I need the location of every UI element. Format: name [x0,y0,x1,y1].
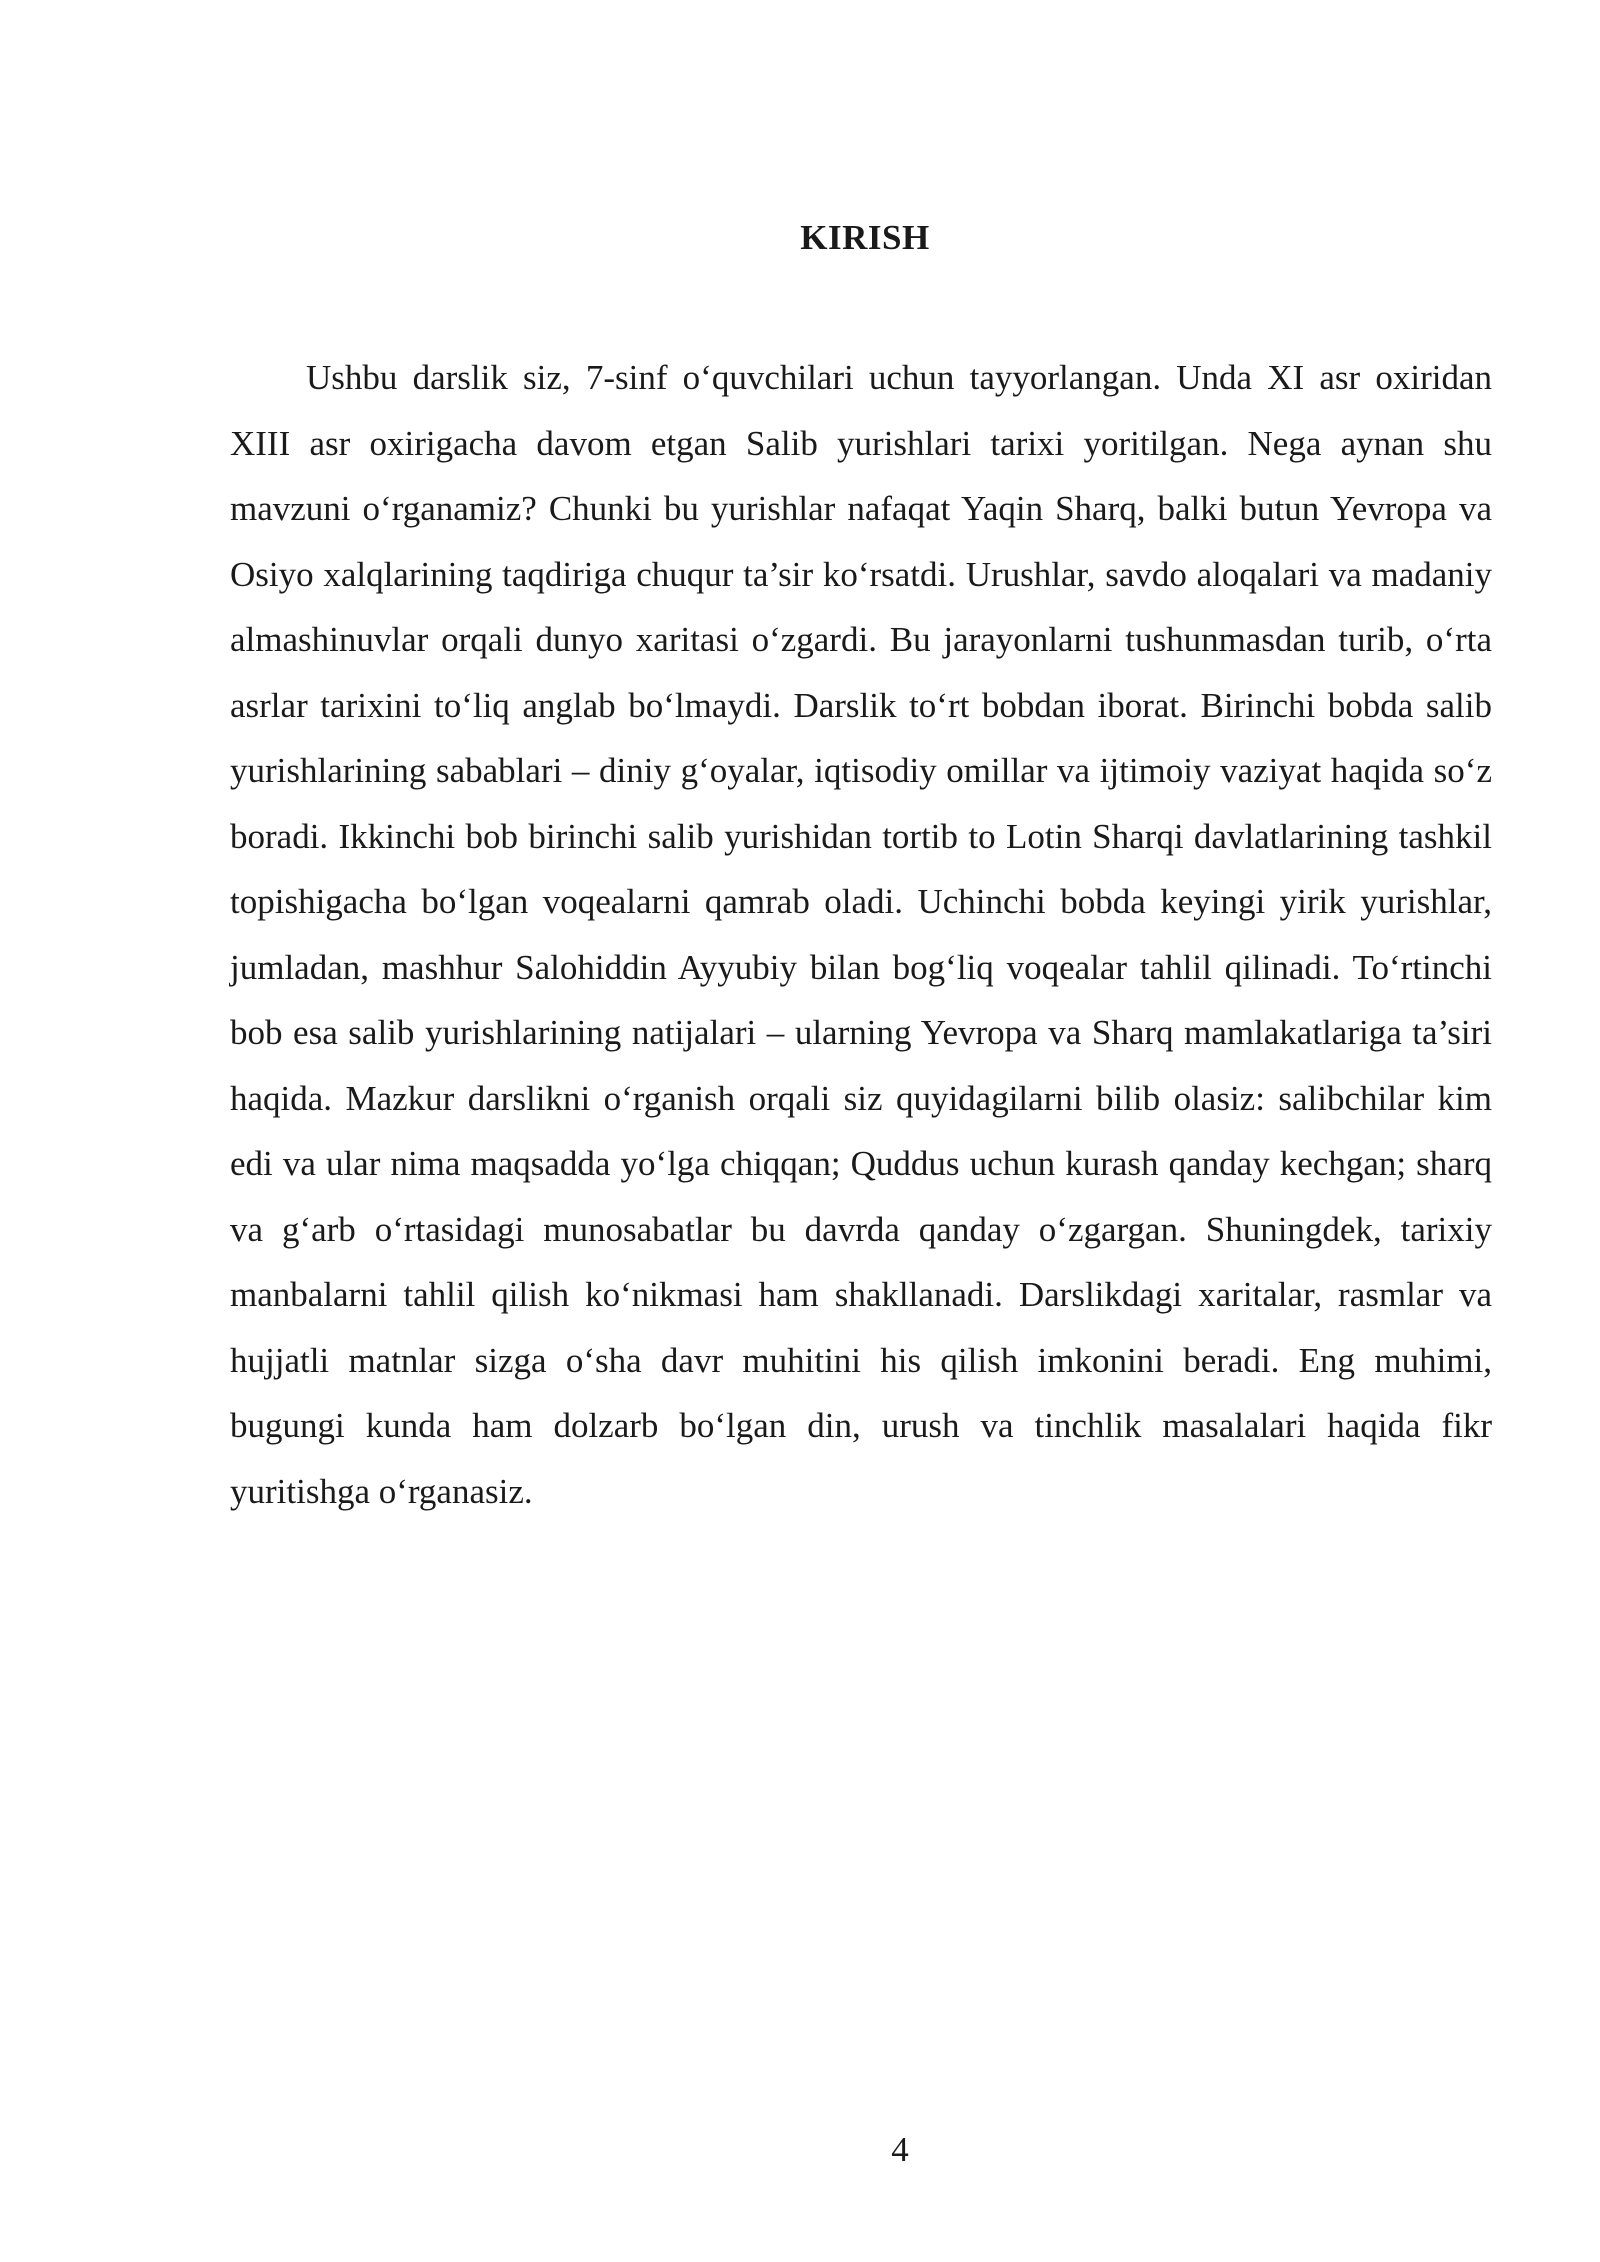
page-number: 4 [891,2130,909,2169]
page-title: KIRISH [800,218,930,257]
body-paragraph: Ushbu darslik siz, 7-sinf o‘quvchilari uchun tayyorlangan. Unda XI asr oxiridan XIII asr oxirigacha davom etgan Salib yurishlari tarixi yoritilgan. Nega aynan shu mavzuni o‘rganamiz? Chunki bu yurishlar nafaqat Yaqin Sharq, balki butun Yevropa va Osiyo xalqlarining taqdiriga chuqur ta’sir ko‘rsatdi. Urushlar, savdo aloqalari va madaniy almashinuvlar orqali dunyo xaritasi o‘zgardi. Bu jarayonlarni tushunmasdan turib, o‘rta asrlar tarixini to‘liq anglab bo‘lmaydi. Darslik to‘rt bobdan iborat. Birinchi bobda salib yurishlarining sabablari – diniy g‘oyalar, iqtisodiy omillar va ijtimoiy vaziyat haqida so‘z boradi. Ikkinchi bob birinchi salib yurishidan tortib to Lotin Sharqi davlatlarining tashkil topishigacha bo‘lgan voqealarni qamrab oladi. Uchinchi bobda keyingi yirik yurishlar, jumladan, mashhur Salohiddin Ayyubiy bilan bog‘liq voqealar tahlil qilinadi. To‘rtinchi bob esa salib yurishlarining natijalari – ularning Yevropa va Sharq mamlakatlariga ta’siri haqida. Mazkur darslikni o‘rganish orqali siz quyidagilarni bilib olasiz: salibchilar kim edi va ular nima maqsadda yo‘lga chiqqan; Quddus uchun kurash qanday kechgan; sharq va g‘arb o‘rtasidagi munosabatlar bu davrda qanday o‘zgargan. Shuningdek, tarixiy manbalarni tahlil qilish ko‘nikmasi ham shakllanadi. Darslikdagi xaritalar, rasmlar va hujjatli matnlar sizga o‘sha davr muhitini his qilish imkonini beradi. Eng muhimi, bugungi kunda ham dolzarb bo‘lgan din, urush va tinchlik masalalari haqida fikr yuritishga o‘rganasiz. [230,358,1492,1511]
